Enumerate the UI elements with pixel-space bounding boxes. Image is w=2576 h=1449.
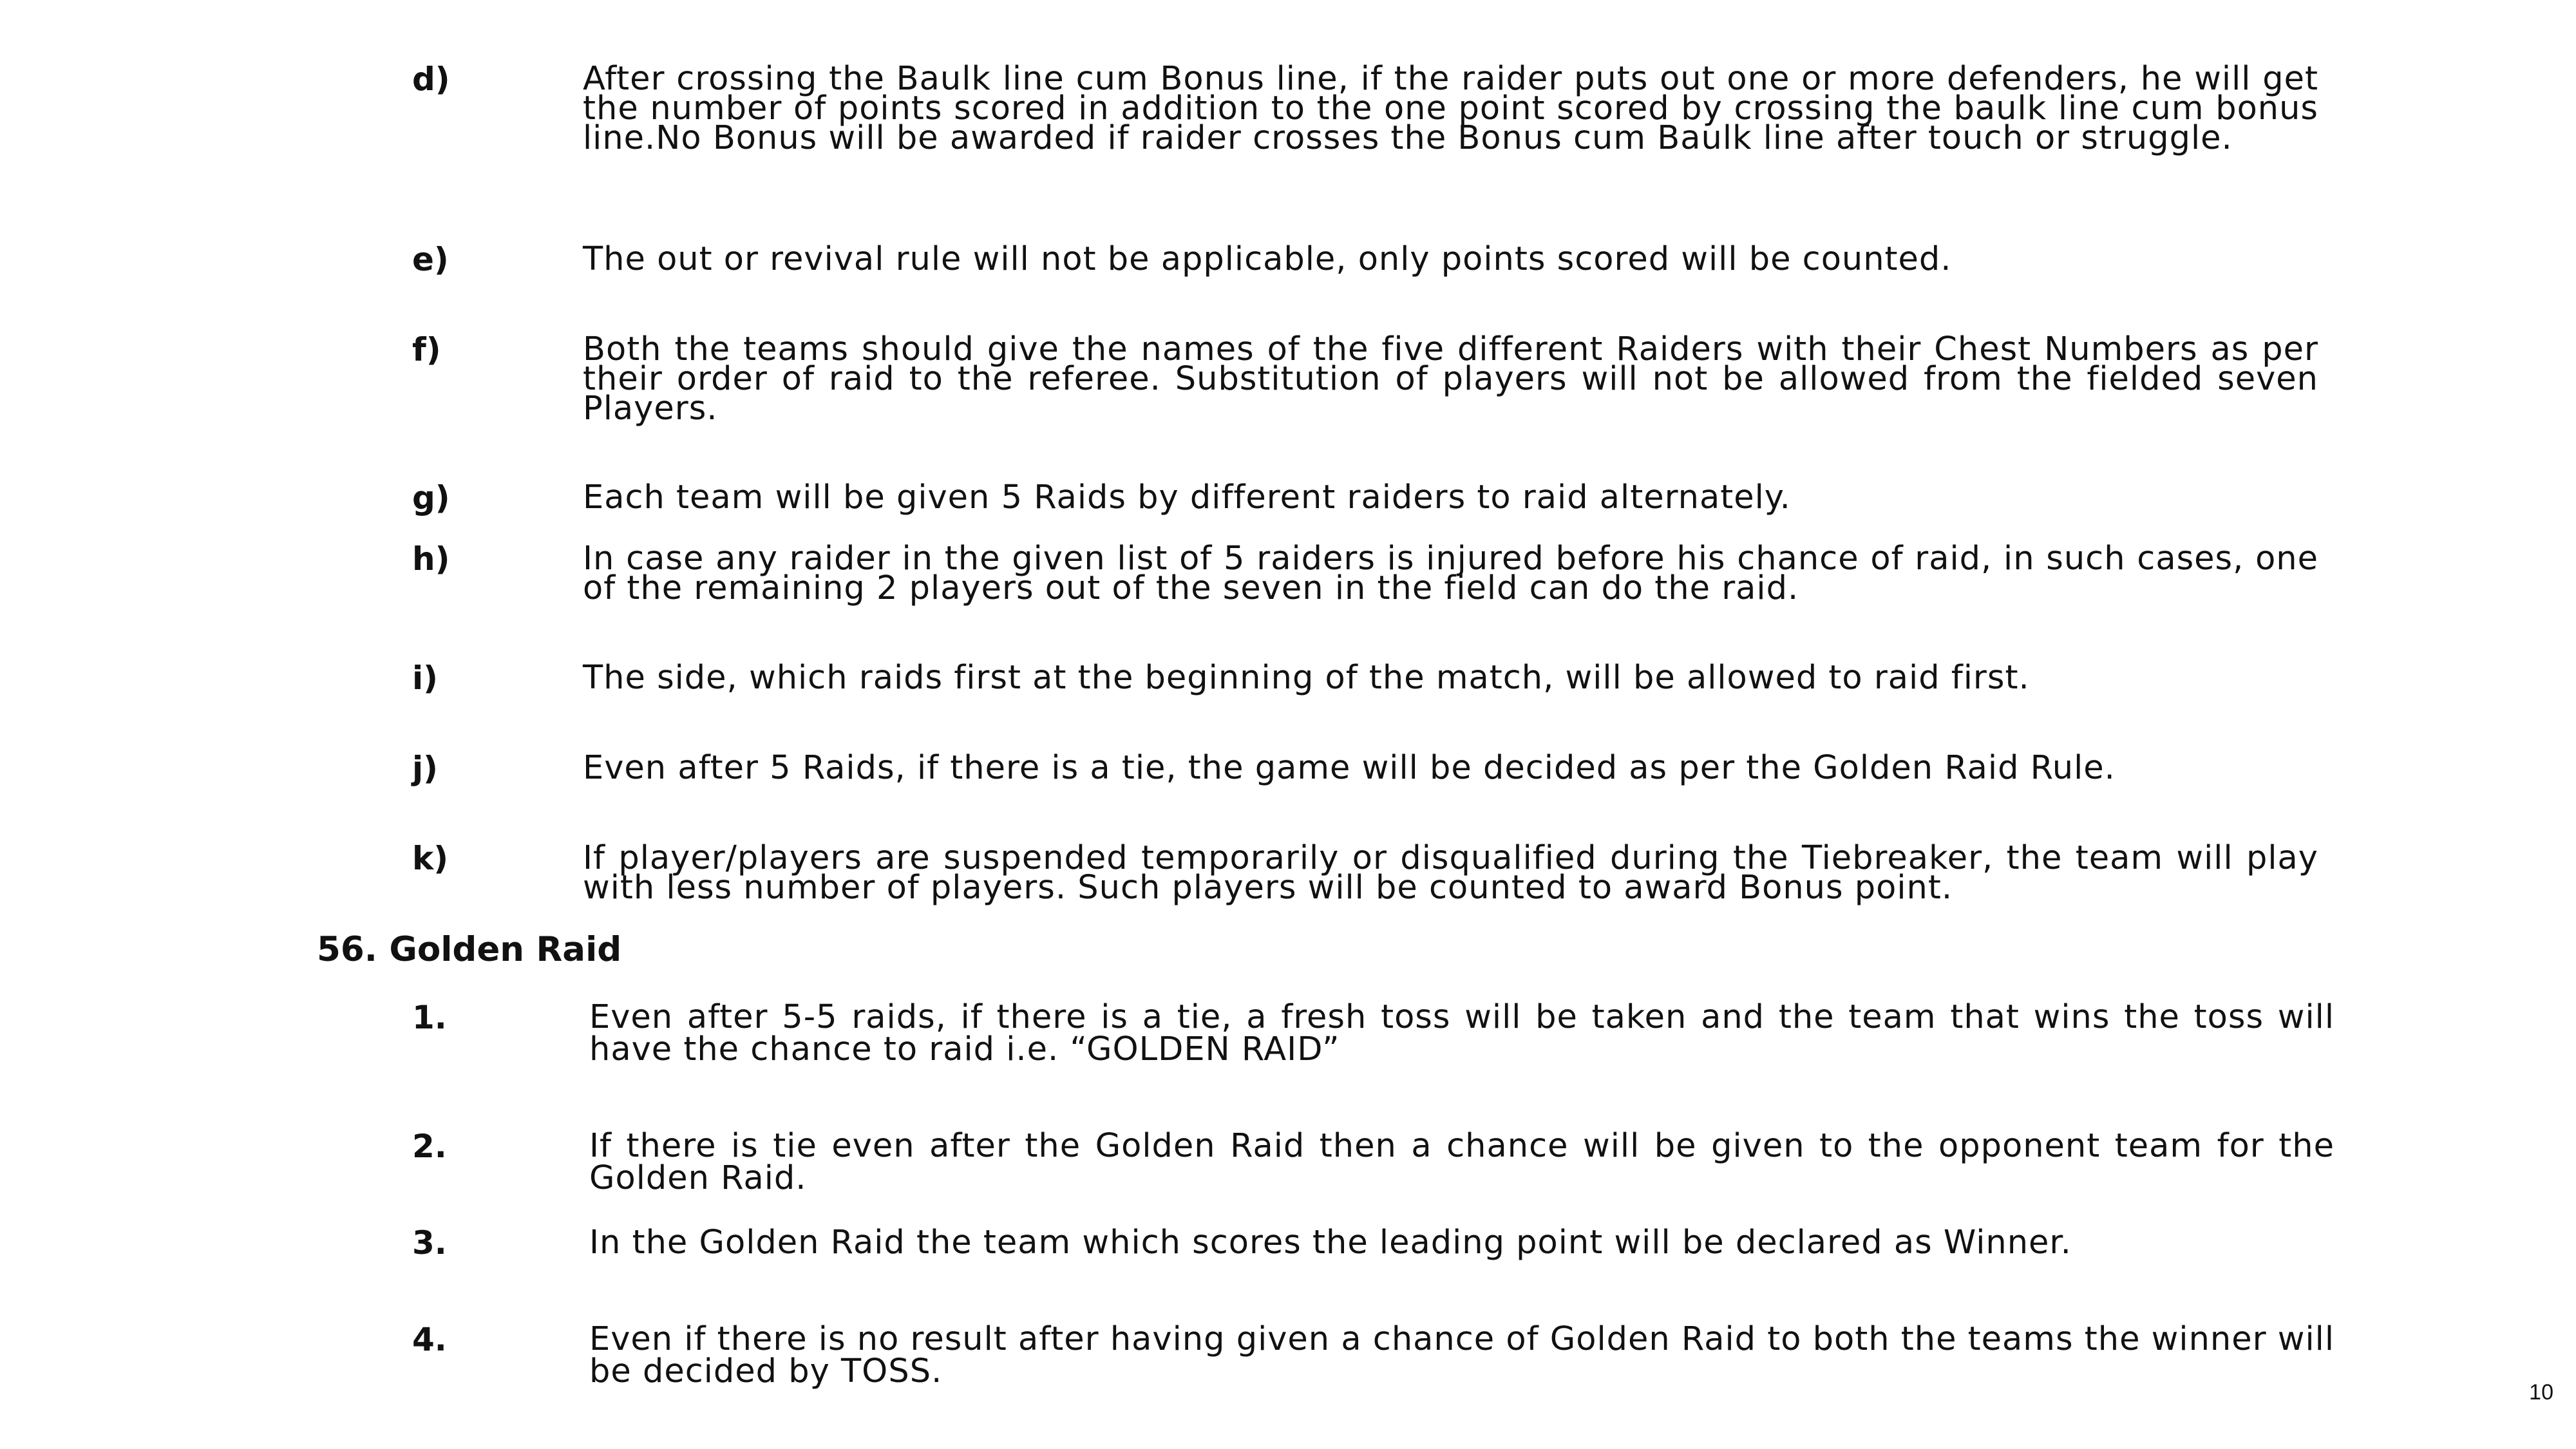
item-marker: e) bbox=[412, 241, 449, 278]
item-text: Both the teams should give the names of the five different Raiders with their Chest Numbers as per their order of raid to the referee. Substitution of players will not be allowed from the fielded seven Players. bbox=[583, 330, 2318, 428]
item-marker: 2. bbox=[412, 1128, 447, 1165]
item-marker: k) bbox=[412, 840, 449, 877]
rule-item-j bbox=[412, 749, 2318, 787]
golden-raid-item-2 bbox=[412, 1127, 2334, 1197]
item-marker: j) bbox=[412, 750, 438, 787]
item-marker: 4. bbox=[412, 1321, 447, 1358]
golden-raid-item-3 bbox=[412, 1224, 2318, 1262]
item-marker: d) bbox=[412, 61, 450, 98]
rule-item-h bbox=[412, 540, 2318, 607]
rule-item-i bbox=[412, 659, 2318, 697]
item-marker: i) bbox=[412, 659, 438, 697]
rule-item-e bbox=[412, 240, 2318, 278]
item-text: Even after 5 Raids, if there is a tie, the game will be decided as per the Golden Raid Rule. bbox=[583, 749, 2116, 787]
page-number: 10 bbox=[2529, 1380, 2553, 1405]
section-heading: 56. Golden Raid bbox=[317, 930, 622, 969]
item-text: Even if there is no result after having given a chance of Golden Raid to both the teams the winner will be decided by TOSS. bbox=[589, 1320, 2334, 1390]
golden-raid-item-1 bbox=[412, 998, 2334, 1068]
item-text: The out or revival rule will not be applicable, only points scored will be counted. bbox=[583, 240, 1952, 278]
item-marker: 1. bbox=[412, 999, 447, 1036]
golden-raid-item-4 bbox=[412, 1320, 2334, 1390]
item-marker: f) bbox=[412, 331, 441, 368]
rule-item-g bbox=[412, 478, 2318, 516]
item-marker: 3. bbox=[412, 1224, 447, 1262]
rule-item-d bbox=[412, 60, 2318, 157]
rule-item-k bbox=[412, 839, 2318, 907]
item-text: Even after 5-5 raids, if there is a tie, a fresh toss will be taken and the team that wins the toss will have the chance to raid i.e. “GOLDEN RAID” bbox=[589, 998, 2334, 1068]
item-text: If player/players are suspended temporarily or disqualified during the Tiebreaker, the team will play with less number of players. Such players will be counted to award Bonus point. bbox=[583, 839, 2318, 907]
item-text: The side, which raids first at the beginning of the match, will be allowed to raid first. bbox=[583, 659, 2030, 697]
rule-item-f bbox=[412, 330, 2318, 428]
item-text: If there is tie even after the Golden Raid then a chance will be given to the opponent team for the Golden Raid. bbox=[589, 1127, 2334, 1197]
item-text: In case any raider in the given list of 5 raiders is injured before his chance of raid, in such cases, one of the remaining 2 players out of the seven in the field can do the raid. bbox=[583, 540, 2318, 607]
item-text: After crossing the Baulk line cum Bonus line, if the raider puts out one or more defenders, he will get the number of points scored in addition to the one point scored by crossing the baulk line cum bonus line.No Bonus will be awarded if raider crosses the Bonus cum Baulk line after touch or struggle. bbox=[583, 60, 2318, 157]
item-text: In the Golden Raid the team which scores the leading point will be declared as Winner. bbox=[589, 1224, 2072, 1262]
item-marker: h) bbox=[412, 540, 450, 578]
item-marker: g) bbox=[412, 479, 450, 516]
item-text: Each team will be given 5 Raids by different raiders to raid alternately. bbox=[583, 478, 1791, 516]
